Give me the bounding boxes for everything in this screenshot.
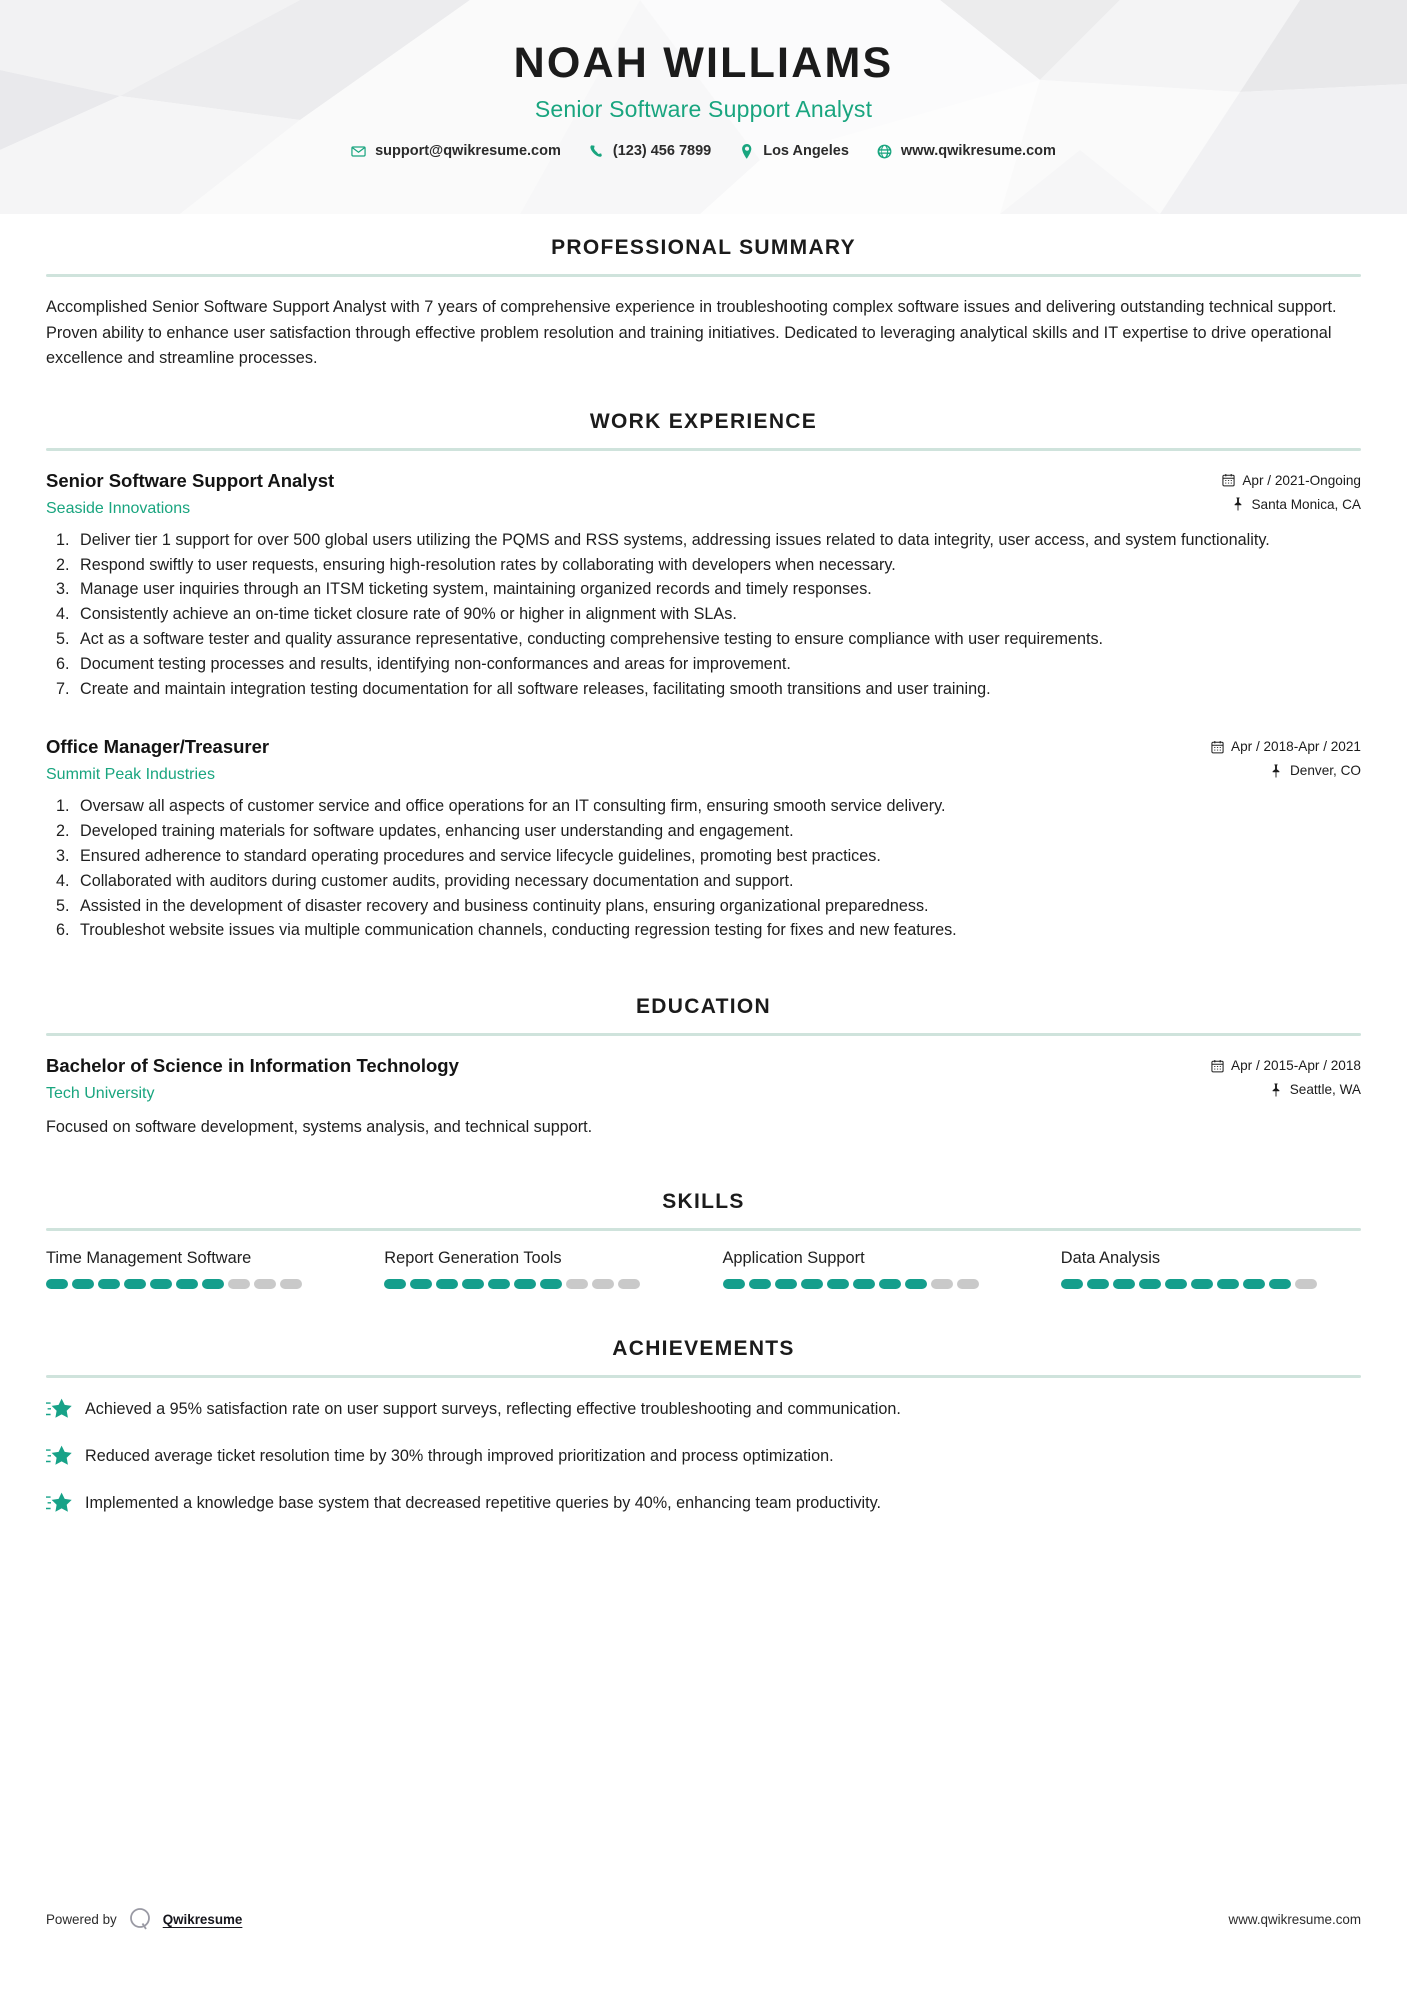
skill-dash [853, 1279, 875, 1289]
skill-label: Application Support [722, 1248, 865, 1267]
section-divider [46, 1033, 1361, 1036]
skill-dash [1139, 1279, 1161, 1289]
section-divider [46, 274, 1361, 277]
skill-dash [1295, 1279, 1317, 1289]
section-divider [46, 448, 1361, 451]
bullet-item: 5. Assisted in the development of disaster recovery and business continuity plans, ensuring organizational preparedness. [74, 895, 1361, 919]
bullet-item: 3. Ensured adherence to standard operating procedures and service lifecycle guidelines, promoting best practices. [74, 845, 1361, 869]
work-entry-bullets [46, 795, 1361, 943]
education-entry [46, 1054, 1361, 1139]
skill-dash [462, 1279, 484, 1289]
achievement-item [46, 1396, 1361, 1421]
skill-dash [931, 1279, 953, 1289]
work-entry-date-text: Apr / 2018-Apr / 2021 [1231, 739, 1361, 755]
work-entry-header [46, 469, 1361, 518]
footer-url[interactable]: www.qwikresume.com [1228, 1911, 1361, 1927]
skill-item [1061, 1249, 1361, 1289]
work-entry-role: Office Manager/Treasurer [46, 736, 270, 758]
work-entry [46, 735, 1361, 943]
skill-dash [879, 1279, 901, 1289]
work-entry-location-text: Denver, CO [1289, 763, 1361, 779]
skills-grid [46, 1249, 1361, 1289]
skill-dash [801, 1279, 823, 1289]
skill-label: Data Analysis [1060, 1248, 1161, 1267]
contact-email-text: support@qwikresume.com [375, 143, 561, 160]
resume-header [0, 0, 1407, 214]
bullet-item: 4. Collaborated with auditors during customer audits, providing necessary documentation and support. [74, 870, 1361, 894]
education-dates [1211, 1058, 1361, 1073]
work-entry-location-text: Santa Monica, CA [1251, 496, 1361, 512]
work-entry-role: Senior Software Support Analyst [46, 469, 335, 491]
skill-dash [566, 1279, 588, 1289]
education-location [1211, 1082, 1361, 1097]
skill-dash [723, 1279, 745, 1289]
skill-dash [384, 1279, 406, 1289]
powered-by-label: Powered by [46, 1911, 117, 1927]
contact-location-text: Los Angeles [763, 143, 849, 160]
education-school: Tech University [46, 1085, 155, 1103]
pushpin-icon [1270, 1083, 1283, 1097]
contact-phone-text: (123) 456 7899 [612, 143, 712, 160]
skill-dash [176, 1279, 198, 1289]
work-entry-location [1211, 763, 1361, 778]
work-entry-dates [1222, 473, 1361, 488]
bullet-item: 2. Respond swiftly to user requests, ensuring high-resolution rates by collaborating with developers when necessary. [74, 554, 1361, 578]
skill-dash [72, 1279, 94, 1289]
skill-dash [1269, 1279, 1291, 1289]
section-title-work-experience: WORK EXPERIENCE [589, 409, 818, 433]
skill-dash [254, 1279, 276, 1289]
page-footer [46, 1906, 1361, 1932]
contact-email[interactable] [337, 143, 575, 159]
achievement-text: Implemented a knowledge base system that decreased repetitive queries by 40%, enhancing team productivity. [85, 1494, 882, 1513]
skill-dash [1061, 1279, 1083, 1289]
skill-dash [957, 1279, 979, 1289]
education-description: Focused on software development, systems analysis, and technical support. [46, 1118, 593, 1137]
envelope-icon [351, 144, 366, 159]
globe-icon [877, 144, 892, 159]
skill-dash [202, 1279, 224, 1289]
skill-dash [905, 1279, 927, 1289]
section-title-achievements: ACHIEVEMENTS [612, 1336, 795, 1360]
skill-dash [1243, 1279, 1265, 1289]
map-pin-icon [739, 144, 754, 159]
star-icon [46, 1397, 72, 1421]
skill-dash [280, 1279, 302, 1289]
section-title-education: EDUCATION [636, 995, 771, 1019]
bullet-item: 2. Developed training materials for software updates, enhancing user understanding and engagement. [74, 820, 1361, 844]
section-title-skills: SKILLS [662, 1189, 745, 1213]
section-work-experience [46, 410, 1361, 944]
section-professional-summary [46, 236, 1361, 372]
job-title: Senior Software Support Analyst [534, 96, 873, 123]
page-title: NOAH WILLIAMS [513, 39, 894, 87]
work-entry-company: Summit Peak Industries [46, 766, 215, 784]
contact-website-text: www.qwikresume.com [900, 143, 1056, 160]
skill-dash [98, 1279, 120, 1289]
skill-item [384, 1249, 684, 1289]
skill-level-bar [384, 1279, 684, 1289]
achievements-list [46, 1396, 1361, 1516]
skill-item [723, 1249, 1023, 1289]
phone-icon [589, 144, 604, 159]
skill-dash [514, 1279, 536, 1289]
bullet-item: 1. Deliver tier 1 support for over 500 global users utilizing the PQMS and RSS systems, addressing issues related to data integrity, user access, and system functionality. [74, 529, 1361, 553]
calendar-icon [1211, 740, 1224, 754]
education-degree: Bachelor of Science in Information Technology [46, 1055, 459, 1077]
section-divider [46, 1375, 1361, 1378]
work-entry-location [1222, 497, 1361, 512]
skill-dash [592, 1279, 614, 1289]
calendar-icon [1211, 1059, 1224, 1073]
skill-dash [488, 1279, 510, 1289]
qwikresume-logo-icon [127, 1906, 153, 1932]
work-entry-company: Seaside Innovations [46, 499, 191, 517]
bullet-item: 3. Manage user inquiries through an ITSM ticketing system, maintaining organized records and timely responses. [74, 578, 1361, 602]
section-title-summary: PROFESSIONAL SUMMARY [551, 236, 856, 259]
star-icon [46, 1444, 72, 1468]
work-entry-date-text: Apr / 2021-Ongoing [1242, 472, 1361, 488]
education-entry-header [46, 1054, 1361, 1103]
skill-dash [150, 1279, 172, 1289]
skill-dash [540, 1279, 562, 1289]
section-achievements [46, 1337, 1361, 1516]
summary-text: Accomplished Senior Software Support Analyst with 7 years of comprehensive experience in troubleshooting complex software issues and delivering outstanding technical support. Proven ability to enhance user satisfaction through effective problem resolution and training initiatives. Dedicated to leveraging analytical skills and IT expertise to drive operational excellence and streamline processes. [46, 298, 1337, 368]
contact-row [0, 143, 1407, 159]
contact-location[interactable] [725, 143, 863, 159]
contact-phone[interactable] [575, 143, 725, 159]
resume-body [0, 236, 1407, 1516]
star-icon [46, 1491, 72, 1515]
work-entry [46, 469, 1361, 702]
skill-dash [1191, 1279, 1213, 1289]
skill-dash [1087, 1279, 1109, 1289]
section-divider [46, 1228, 1361, 1231]
skill-level-bar [46, 1279, 346, 1289]
skill-dash [618, 1279, 640, 1289]
work-entry-bullets [46, 529, 1361, 702]
work-entry-header [46, 735, 1361, 784]
brand-block [46, 1906, 242, 1932]
achievement-text: Achieved a 95% satisfaction rate on user support surveys, reflecting effective troubleshooting and communication. [85, 1399, 901, 1418]
bullet-item: 5. Act as a software tester and quality assurance representative, conducting comprehensive testing to ensure compliance with user requirements. [74, 628, 1361, 652]
skill-level-bar [1061, 1279, 1361, 1289]
skill-dash [436, 1279, 458, 1289]
skill-label: Report Generation Tools [384, 1248, 562, 1267]
achievement-item [46, 1443, 1361, 1468]
achievement-text: Reduced average ticket resolution time by 30% through improved prioritization and process optimization. [85, 1446, 834, 1465]
work-entry-dates [1211, 739, 1361, 754]
skill-dash [775, 1279, 797, 1289]
bullet-item: 1. Oversaw all aspects of customer service and office operations for an IT consulting firm, ensuring smooth service delivery. [74, 795, 1361, 819]
achievement-item [46, 1490, 1361, 1515]
bullet-item: 6. Troubleshot website issues via multiple communication channels, conducting regression testing for fixes and new features. [74, 919, 1361, 943]
skill-dash [46, 1279, 68, 1289]
skill-dash [410, 1279, 432, 1289]
skill-dash [749, 1279, 771, 1289]
bullet-item: 7. Create and maintain integration testing documentation for all software releases, facilitating smooth transitions and user training. [74, 678, 1361, 702]
skill-label: Time Management Software [46, 1248, 252, 1267]
section-education [46, 995, 1361, 1139]
skill-dash [1217, 1279, 1239, 1289]
pushpin-icon [1270, 764, 1283, 778]
bullet-item: 6. Document testing processes and results, identifying non-conformances and areas for improvement. [74, 653, 1361, 677]
skill-dash [1113, 1279, 1135, 1289]
skill-dash [827, 1279, 849, 1289]
skill-dash [1165, 1279, 1187, 1289]
contact-website[interactable] [863, 143, 1070, 159]
bullet-item: 4. Consistently achieve an on-time ticket closure rate of 90% or higher in alignment with SLAs. [74, 603, 1361, 627]
calendar-icon [1222, 473, 1235, 487]
education-location-text: Seattle, WA [1289, 1082, 1361, 1098]
skill-dash [124, 1279, 146, 1289]
skill-dash [228, 1279, 250, 1289]
pushpin-icon [1231, 497, 1244, 511]
skill-item [46, 1249, 346, 1289]
qwikresume-link[interactable]: Qwikresume [162, 1911, 243, 1927]
education-date-text: Apr / 2015-Apr / 2018 [1231, 1058, 1361, 1074]
skill-level-bar [723, 1279, 1023, 1289]
section-skills [46, 1190, 1361, 1289]
